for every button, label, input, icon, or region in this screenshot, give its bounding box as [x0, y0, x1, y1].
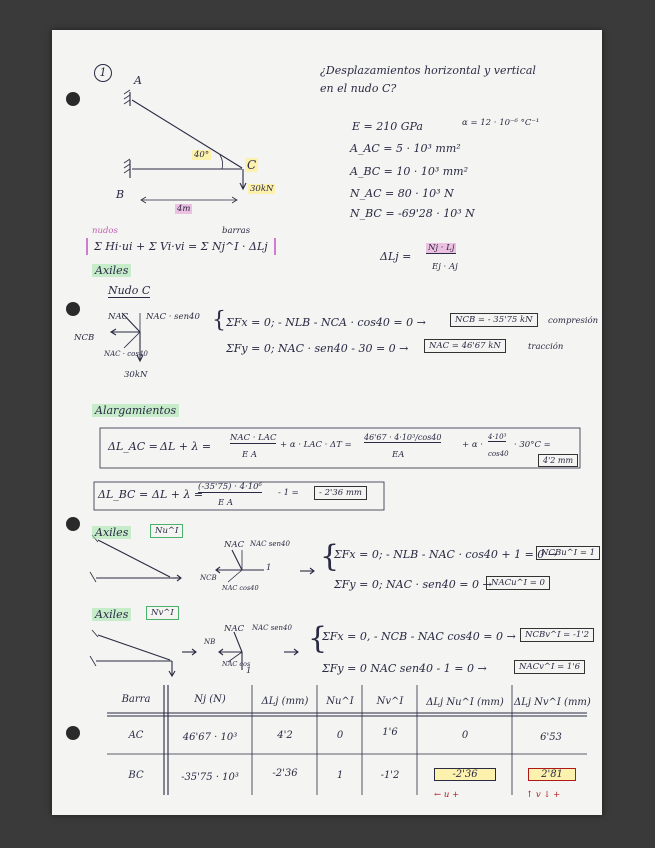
dl-denominator: Ej · Aj [432, 262, 458, 272]
axiles-nu-heading: Axiles [92, 526, 131, 539]
given-a-bc: A_BC = 10 · 10³ mm² [350, 165, 469, 178]
paper-sheet [52, 30, 602, 815]
problem-number: 1 [94, 64, 112, 82]
table-cell: 1 [336, 770, 344, 781]
axiles-eq2-result: NAC = 46'67 kN [424, 339, 506, 353]
table-cell: BC [128, 770, 144, 781]
table-cell: 0 [336, 730, 344, 741]
dl-bc-frac-num: (-35'75) · 4·10⁶ [198, 482, 262, 492]
axiles-nv-eq2: ΣFy = 0 NAC sen40 - 1 = 0 → [322, 662, 487, 675]
dl-ac-frac1-num: NAC · LAC [230, 433, 277, 443]
dl-ac-expr1: ΔL + λ = [160, 440, 212, 453]
axiles-nu-eq1-result: NCBu^I = 1 [536, 546, 600, 560]
dl-ac-frac2-num: 46'67 · 4·10³/cos40 [364, 433, 442, 442]
given-alpha: α = 12 · 10⁻⁶ °C⁻¹ [462, 118, 540, 128]
alargamientos-heading: Alargamientos [92, 404, 179, 417]
fbd-nu-nac: NAC [224, 540, 245, 550]
axiles-nv-eq1: ΣFx = 0, - NCB - NAC cos40 = 0 → [322, 630, 516, 643]
dl-ac-mid: + α · LAC · ΔT = [280, 440, 352, 450]
dl-numerator: Nj · Lj [428, 243, 455, 253]
fbd-nac: NAC [108, 312, 129, 322]
axiles-eq1-result: NCB = - 35'75 kN [450, 313, 538, 327]
dl-bc-result: - 2'36 mm [314, 486, 367, 500]
table-cell: 6'53 [540, 732, 562, 743]
given-e: E = 210 GPa [352, 120, 423, 133]
axiles-nu-tag: Nu^I [150, 524, 183, 538]
axiles-eq1-note: compresión [548, 316, 599, 326]
given-n-ac: N_AC = 80 · 10³ N [350, 187, 454, 200]
dl-ac-frac1-den: E A [242, 450, 258, 460]
fbd-nac-cos: NAC · cos40 [104, 350, 148, 358]
question-line-2: en el nudo C? [320, 82, 397, 95]
fbd-nv-nac-cos: NAC cos [222, 660, 251, 668]
work-equation: Σ Hi·ui + Σ Vi·vi = Σ Nj^I · ΔLj [86, 238, 276, 255]
brace-nu: { [320, 539, 340, 574]
work-sub-nudos: nudos [92, 226, 118, 236]
dl-ac-result: 4'2 mm [538, 454, 578, 467]
dl-bc-frac-den: E A [218, 498, 234, 508]
fbd-nu-nac-cos: NAC cos40 [222, 584, 259, 592]
axiles-nu-eq2-result: NACu^I = 0 [486, 576, 550, 590]
axiles-nu-eq1: ΣFx = 0; - NLB - NAC · cos40 + 1 = 0 → [334, 548, 557, 561]
node-b-label: B [116, 188, 125, 201]
dl-label: ΔLj = [380, 250, 412, 263]
sum-v-note: ↑ v ↓ + [526, 790, 561, 800]
dl-ac-frac3-num: 4·10³ [488, 433, 507, 441]
given-n-bc: N_BC = -69'28 · 10³ N [350, 207, 475, 220]
fbd-nv-ncb: NB [204, 638, 216, 646]
table-cell: 0 [461, 730, 469, 741]
node-c-label: C [247, 158, 257, 172]
load-label: 30kN [250, 184, 274, 194]
axiles-eq2: ΣFy = 0; NAC · sen40 - 30 = 0 → [226, 342, 409, 355]
axiles-nv-heading: Axiles [92, 608, 131, 621]
nudo-c-heading: Nudo C [108, 284, 151, 297]
table-cell: AC [128, 730, 144, 741]
table-cell: 2'81 [528, 768, 576, 781]
axiles-heading: Axiles [92, 264, 131, 277]
dl-ac-label: ΔL_AC = [108, 440, 158, 453]
table-header: Nj (N) [194, 694, 226, 705]
work-sub-barras: barras [222, 226, 251, 236]
length-label: 4m [177, 204, 191, 214]
fbd-load: 30kN [124, 370, 148, 380]
dl-bc-tail: - 1 = [278, 488, 299, 498]
table-cell: 1'6 [382, 727, 398, 738]
sum-u-note: ← u + [434, 790, 460, 800]
brace-nv: { [308, 621, 328, 656]
axiles-nv-tag: Nv^I [146, 606, 179, 620]
table-cell: -35'75 · 10³ [181, 772, 239, 783]
axiles-nv-eq1-result: NCBv^I = -1'2 [520, 628, 594, 642]
table-header: ΔLj Nv^I (mm) [514, 697, 591, 708]
fbd-nu-nac-sen: NAC sen40 [250, 540, 290, 548]
dl-ac-plus: + α · [462, 440, 483, 450]
table-header: Nv^I [376, 696, 404, 707]
table-cell: 4'2 [277, 730, 293, 741]
fbd-nv-nac: NAC [224, 624, 245, 634]
table-cell: 46'67 · 10³ [182, 732, 238, 743]
fbd-nv-nac-sen: NAC sen40 [252, 624, 292, 632]
dl-ac-tail: · 30°C = [514, 440, 551, 450]
axiles-nv-eq2-result: NACv^I = 1'6 [514, 660, 585, 674]
table-header: Barra [121, 694, 151, 705]
table-header: Nu^I [326, 696, 354, 707]
axiles-eq1: ΣFx = 0; - NLB - NCA · cos40 = 0 → [226, 316, 426, 329]
fbd-nv-unit: 1 [246, 666, 252, 676]
brace: { [212, 308, 226, 333]
table-header: ΔLj Nu^I (mm) [426, 697, 504, 708]
axiles-eq2-note: tracción [528, 342, 564, 352]
node-a-label: A [134, 74, 142, 87]
dl-bc-expr: ΔL + λ = [152, 488, 204, 501]
dl-bc-label: ΔL_BC = [98, 488, 149, 501]
dl-ac-frac2-den: EA [392, 450, 405, 460]
table-cell: -1'2 [380, 770, 400, 781]
table-header: ΔLj (mm) [261, 696, 309, 707]
given-a-ac: A_AC = 5 · 10³ mm² [350, 142, 461, 155]
fbd-nu-ncb: NCB [200, 574, 217, 582]
fbd-nu-unit: 1 [266, 563, 272, 573]
axiles-nu-eq2: ΣFy = 0; NAC · sen40 = 0 → [334, 578, 492, 591]
fbd-ncb: NCB [74, 333, 95, 343]
angle-label: 40° [194, 150, 210, 160]
dl-ac-frac3-den: cos40 [488, 450, 509, 458]
table-cell: -2'36 [434, 768, 496, 781]
fbd-nac-sen: NAC · sen40 [146, 312, 200, 322]
table-cell: -2'36 [272, 768, 298, 779]
question-line-1: ¿Desplazamientos horizontal y vertical [320, 64, 536, 77]
